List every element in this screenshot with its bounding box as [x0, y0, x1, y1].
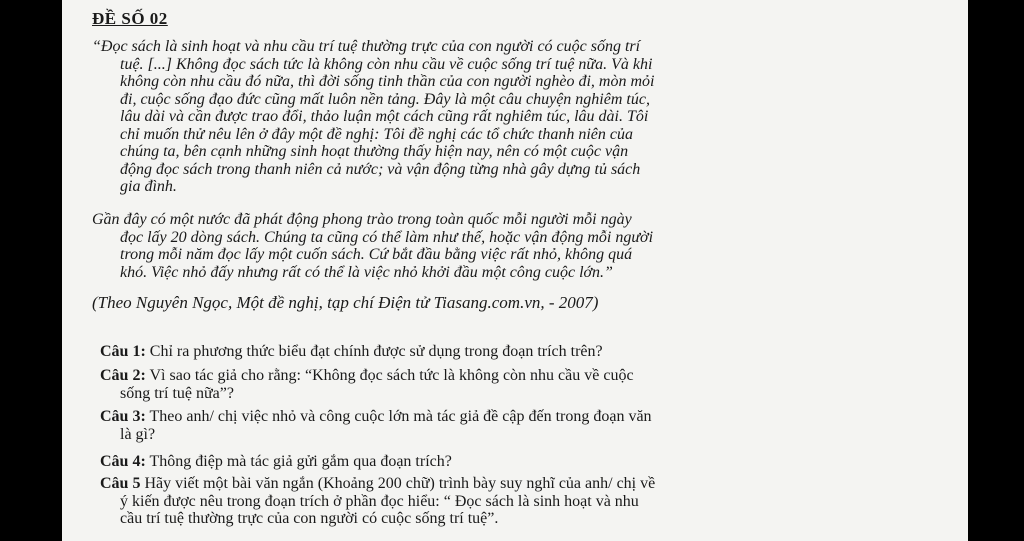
passage-line: chúng ta, bên cạnh những sinh hoạt thường thấy hiện nay, nên có một cuộc vận	[120, 143, 629, 160]
document-page	[62, 0, 968, 541]
exam-title: ĐỀ SỐ 02	[92, 9, 168, 28]
question-text: Chỉ ra phương thức biểu đạt chính được sử dụng trong đoạn trích trên?	[149, 343, 603, 360]
question-text: Vì sao tác giả cho rằng: “Không đọc sách tức là không còn nhu cầu về cuộc	[149, 367, 634, 384]
question-3	[100, 408, 652, 443]
question-text: cầu trí tuệ thường trực của con người có cuộc sống trí tuệ”.	[120, 510, 499, 527]
question-5	[100, 475, 655, 528]
passage-line: không còn nhu cầu đó nữa, thì đời sống tinh thần của con người nghèo đi, mòn mỏi	[120, 73, 655, 90]
question-text: ý kiến được nêu trong đoạn trích ở phần đọc hiểu: “ Đọc sách là sinh hoạt và nhu	[120, 492, 639, 510]
passage-line: Gần đây có một nước đã phát động phong trào trong toàn quốc mỗi người mỗi ngày	[92, 211, 632, 228]
question-1	[100, 343, 603, 361]
passage-line: chỉ muốn thử nêu lên ở đây một đề nghị: Tôi đề nghị các tổ chức thanh niên của	[120, 125, 633, 143]
passage-paragraph-1	[92, 38, 654, 196]
question-text: Hãy viết một bài văn ngắn (Khoảng 200 chữ) trình bày suy nghĩ của anh/ chị về	[144, 475, 656, 492]
left-black-border	[0, 0, 62, 541]
question-2	[100, 367, 634, 402]
source-citation: (Theo Nguyên Ngọc, Một đề nghị, tạp chí Điện tử Tiasang.com.vn, - 2007)	[92, 293, 599, 312]
question-label: Câu 3:	[100, 408, 146, 425]
passage-line: đọc lấy 20 dòng sách. Chúng ta cũng có thể làm như thế, hoặc vận động mỗi người	[120, 228, 654, 246]
passage-line: khó. Việc nhỏ đấy nhưng rất có thể là việc nhỏ khởi đầu một công cuộc lớn.”	[120, 263, 613, 281]
question-4	[100, 453, 452, 471]
question-label: Câu 1:	[100, 343, 146, 360]
question-text: là gì?	[120, 425, 156, 443]
passage-line: động đọc sách trong thanh niên cả nước; và vận động từng nhà gây dựng tủ sách	[120, 160, 641, 178]
question-label: Câu 4:	[100, 453, 146, 470]
passage-line: đi, cuộc sống đạo đức cũng mất luôn nền tảng. Đây là một câu chuyện nghiêm túc,	[120, 90, 650, 108]
question-text: Thông điệp mà tác giả gửi gắm qua đoạn trích?	[149, 453, 452, 470]
passage-line: gia đình.	[120, 178, 177, 195]
question-label: Câu 2:	[100, 367, 146, 384]
passage-line: trong mỗi năm đọc lấy một cuốn sách. Cứ bắt đầu bằng việc rất nhỏ, không quá	[120, 246, 633, 263]
passage-line: lâu dài và cần được trao đổi, thảo luận một cách cũng rất nghiêm túc, lâu dài. Tôi	[120, 108, 649, 125]
passage-paragraph-2	[92, 211, 653, 281]
question-label: Câu 5	[100, 475, 141, 492]
right-black-border	[968, 0, 1024, 541]
passage-line: “Đọc sách là sinh hoạt và nhu cầu trí tuệ thường trực của con người có cuộc sống trí	[92, 38, 641, 55]
question-text: Theo anh/ chị việc nhỏ và công cuộc lớn mà tác giả đề cập đến trong đoạn văn	[149, 408, 652, 425]
question-text: sống trí tuệ nữa”?	[120, 384, 234, 402]
passage-line: tuệ. [...] Không đọc sách tức là không còn nhu cầu về cuộc sống trí tuệ nữa. Và khi	[120, 55, 653, 73]
